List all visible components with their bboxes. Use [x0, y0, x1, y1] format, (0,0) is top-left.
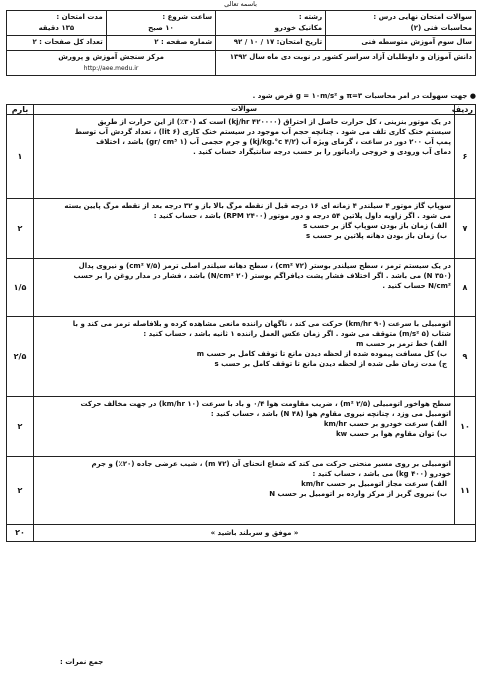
- question-text: [34, 199, 455, 259]
- question-number: ۹: [455, 317, 476, 397]
- question-line: اتومبیل می وزد ، چنانچه نیروی مقاوم هوا (۴۸ N) باشد ، حساب کنید :: [210, 410, 451, 418]
- question-line: سیستم خنک کاری تلف می شود . چنانچه حجم آب موجود در سیستم خنک کاری (۶ lit) ، تعداد گردش آب توسط: [74, 128, 451, 136]
- question-score: ۲: [7, 199, 34, 259]
- question-text: [34, 457, 455, 525]
- page-count: تعداد کل صفحات : ۲: [7, 36, 107, 51]
- field-name: مکانیک خودرو: [274, 24, 323, 32]
- duration-cell: مدت امتحان : ۱۳۵ دقیقه: [7, 11, 107, 36]
- course-name: محاسبات فنی (۲): [410, 24, 472, 32]
- exam-header: [6, 10, 476, 76]
- sub-question: ب) زمان باز بودن دهانه پلاتین بر حسب s: [306, 232, 447, 240]
- question-score: ۱: [7, 115, 34, 199]
- question-line: N/cm² حساب کنید .: [382, 282, 451, 290]
- table-header-row: [7, 105, 476, 115]
- center-name: مرکز سنجش آموزش و پرورش: [58, 53, 164, 61]
- sub-question: الف) زمان باز بودن سوپاپ گاز بر حسب s: [303, 222, 447, 230]
- sub-question: الف) سرعت خودرو بر حسب km/hr: [323, 420, 447, 428]
- start-time-cell: ساعت شروع : ۱۰ صبح: [106, 11, 215, 36]
- question-line: در یک موتور بنزینی ، کل حرارت حاصل از احتراق (۴۲۰۰۰۰ kj/hr) است که (۳۰٪) از این حرارت از طریق: [97, 118, 451, 126]
- question-text: [34, 397, 455, 457]
- center-cell: [7, 51, 216, 76]
- col-questions: سوالات: [34, 105, 455, 115]
- question-score: ۲: [7, 457, 34, 525]
- students-line: دانش آموزان و داوطلبان آزاد سراسر کشور در نوبت دی ماه سال ۱۳۹۲: [216, 51, 476, 76]
- question-text: [34, 317, 455, 397]
- question-line: خودرو (۴۰۰ kg) می باشد ، حساب کنید :: [312, 470, 451, 478]
- question-row: [7, 115, 476, 199]
- website: http://aee.medu.ir: [83, 65, 139, 72]
- question-line: اتومبیلی بر روی مسیر منحنی حرکت می کند که شعاع انحنای آن (۷۲ m) ، شیب عرضی جاده (۲۰٪) و جرم: [91, 460, 451, 468]
- sub-question: ب) توان مقاوم هوا بر حسب kw: [335, 430, 447, 438]
- question-number: ۶: [455, 115, 476, 199]
- total-label: جمع نمرات :: [60, 658, 104, 666]
- question-line: (۳۵۰ N) می باشد . اگر اختلاف فشار پشت دیافراگم بوستر (N/cm² ۲۰) باشد ، فشار در مدار روغن را بر حسب: [73, 272, 451, 280]
- question-row: [7, 397, 476, 457]
- footer-row: [7, 525, 476, 542]
- question-line: در یک سیستم ترمز ، سطح سیلندر بوستر (۷۲ cm²) ، سطح دهانه سیلندر اصلی ترمز (۷/۵ cm²) و نیروی پدال: [78, 262, 451, 270]
- question-score: ۲: [7, 397, 34, 457]
- sub-question: ج) مدت زمان طی شده از لحظه دیدن مانع تا توقف کامل بر حسب s: [214, 360, 447, 368]
- question-text: [34, 115, 455, 199]
- question-number: ۱۰: [455, 397, 476, 457]
- question-line: اتومبیلی با سرعت (۹۰ km/hr) حرکت می کند ، ناگهان راننده مانعی مشاهده کرده و بلافاصله ترمز می کند و با: [72, 320, 451, 328]
- col-row: ردیف: [455, 105, 476, 115]
- footer-wish: « موفق و سربلند باشید »: [34, 525, 476, 542]
- question-number: ۸: [455, 259, 476, 317]
- bismillah: باسمه تعالی: [224, 0, 257, 8]
- question-line: می شود . اگر زاویه داول پلاتین ۵۴ درجه و دور موتور (۲۴۰۰ RPM) باشد ، حساب کنید :: [153, 212, 451, 220]
- question-score: ۲/۵: [7, 317, 34, 397]
- question-line: سوپاپ گاز موتور ۴ سیلندر ۴ زمانه ای ۱۶ درجه قبل از نقطه مرگ بالا باز و ۳۲ درجه بعد از نقطه مرگ پایین بسته: [64, 202, 451, 210]
- calculation-note: ● جهت سهولت در امر محاسبات π=۳ و g = ۱۰m/s² فرض شود .: [252, 92, 476, 100]
- question-line: سطح هواخور اتومبیلی (۲/۵ m²) ، ضریب مقاومت هوا ۰/۴ و باد با سرعت (۱۰ km/hr) در جهت مخالف حرکت: [80, 400, 451, 408]
- question-line: دمای آب ورودی و خروجی رادیاتور را بر حسب درجه سانتیگراد حساب کنید .: [193, 148, 451, 156]
- duration: ۱۳۵ دقیقه: [38, 24, 75, 32]
- question-line: پمپ آب ۲۰۰ دور در ساعت ، گرمای ویژه آب (۴/۲ kj/kg.°c) و جرم حجمی آب (۱ gr/ cm³) باشد ، اختلاف: [96, 138, 451, 146]
- question-row: [7, 199, 476, 259]
- questions-table: [6, 104, 476, 542]
- grade-level: سال سوم آموزش متوسطه فنی: [326, 36, 476, 51]
- footer-total: ۲۰: [7, 525, 34, 542]
- question-row: [7, 259, 476, 317]
- sub-question: ب) کل مسافت پیموده شده از لحظه دیدن مانع تا توقف کامل بر حسب m: [196, 350, 447, 358]
- question-row: [7, 317, 476, 397]
- sub-question: الف) سرعت مجاز اتومبیل بر حسب km/hr: [301, 480, 447, 488]
- question-row: [7, 457, 476, 525]
- question-number: ۷: [455, 199, 476, 259]
- questions-body: [7, 115, 476, 525]
- question-score: ۱/۵: [7, 259, 34, 317]
- question-line: شتاب (m/s² ۵) متوقف می شود . اگر زمان عکس العمل راننده ۱ ثانیه باشد ، حساب کنید :: [143, 330, 451, 338]
- field-cell: رشته : مکانیک خودرو: [216, 11, 326, 36]
- exam-date: تاریخ امتحان: ۱۷ / ۱۰ / ۹۲: [216, 36, 326, 51]
- question-text: [34, 259, 455, 317]
- start-time: ۱۰ صبح: [148, 24, 174, 32]
- course-title: سوالات امتحان نهایی درس : محاسبات فنی (۲): [326, 11, 476, 36]
- page-number: شماره صفحه : ۲: [106, 36, 215, 51]
- question-number: ۱۱: [455, 457, 476, 525]
- sub-question: الف) خط ترمز بر حسب m: [356, 340, 447, 348]
- col-score: بارم: [7, 105, 34, 115]
- sub-question: ب) نیروی گریز از مرکز وارده بر اتومبیل بر حسب N: [269, 490, 447, 498]
